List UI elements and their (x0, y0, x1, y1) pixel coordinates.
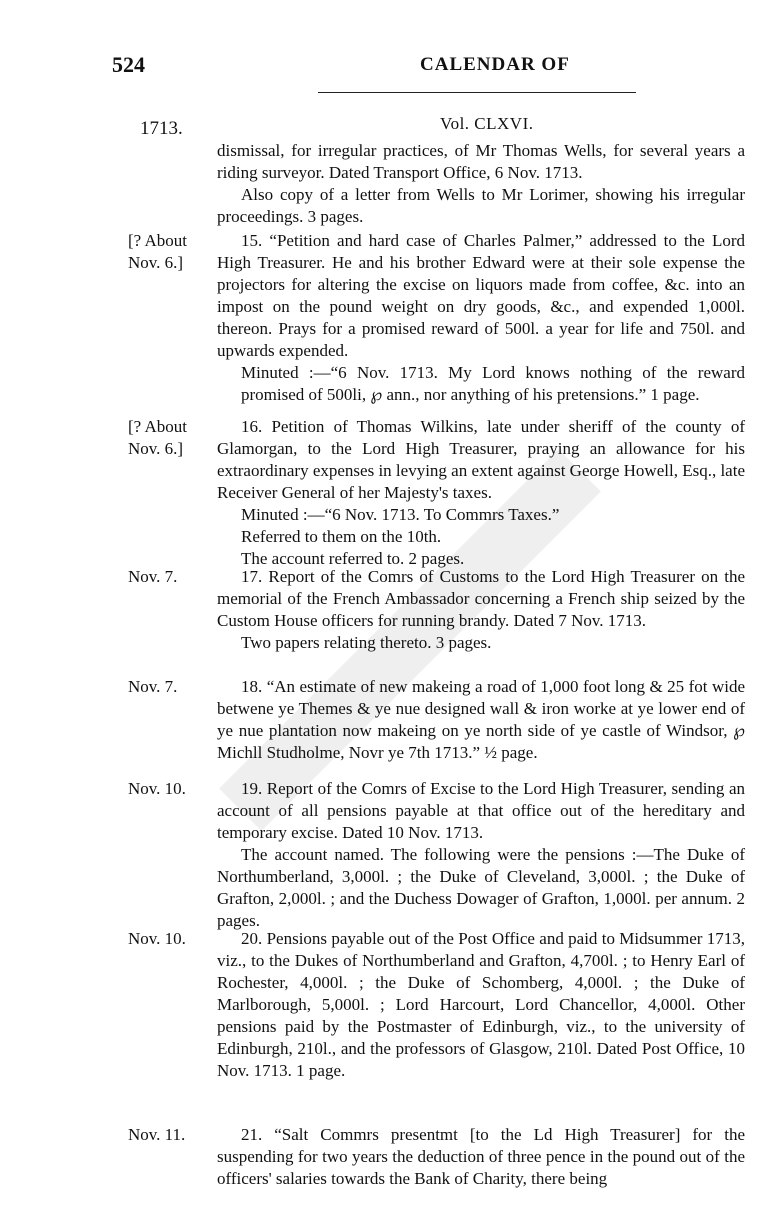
entry-paragraph: 15. “Petition and hard case of Charles Palmer,” addressed to the Lord High Treasurer. He and his brother Edward were at their sole expense the projectors for altering the excise on liquors made from coffee, &c. into an impost on the pound weight on dry goods, &c., and expended 1,000l. thereon. Prays for a promised reward of 500l. a year for life and 750l. and upwards expended. (217, 231, 745, 360)
year-label: 1713. (140, 118, 183, 139)
running-title: CALENDAR OF (420, 54, 570, 75)
entry-note: Referred to them on the 10th. (241, 527, 442, 546)
entry-date: Nov. 7. (128, 677, 178, 696)
entry-date: Nov. 7. (128, 567, 178, 586)
page-number: 524 (112, 52, 145, 77)
entry-paragraph: 21. “Salt Commrs presentmt [to the Ld High Treasurer] for the suspending for two years the deduction of three pence in the pound out of the officers' salaries towards the Bank of Charity, there being (217, 1125, 745, 1188)
entry-date: [? About Nov. 6.] (128, 417, 188, 458)
header-rule (318, 92, 636, 93)
intro-text: dismissal, for irregular practices, of Mr Thomas Wells, for several years a riding surveyor. Dated Transport Office, 6 Nov. 1713. (217, 141, 745, 182)
entry-note: Two papers relating thereto. 3 pages. (241, 633, 492, 652)
entry-paragraph: 18. “An estimate of new makeing a road of 1,000 foot long & 25 fot wide betwene ye Themes & ye nue designed wall & iron worke at ye lower end of ye nue plantation now makeing on ye north side of ye castle of Windsor, ℘ Michll Studholme, Novr ye 7th 1713.” ½ page. (217, 677, 745, 762)
entry-date: Nov. 10. (128, 779, 186, 798)
entry-note: The account referred to. 2 pages. (241, 549, 465, 568)
entry-date: [? About Nov. 6.] (128, 231, 188, 272)
entry-paragraph: 17. Report of the Comrs of Customs to the Lord High Treasurer on the memorial of the French Ambassador concerning a French ship seized by the Custom House officers for running brandy. Dated 7 Nov. 1713. (217, 567, 745, 630)
entry-minute: Minuted :—“6 Nov. 1713. To Commrs Taxes.” (241, 505, 560, 524)
entry-note: The account named. The following were the pensions :—The Duke of Northumberland, 3,000l. ; the Duke of Cleveland, 3,000l. ; the Duke of Grafton, 2,000l. ; and the Duchess Dowager of Grafton, 1,000l. per annum. 2 pages. (217, 845, 745, 930)
entry-paragraph: 16. Petition of Thomas Wilkins, late under sheriff of the county of Glamorgan, to the Lord High Treasurer, praying an allowance for his extraordinary expenses in levying an extent against George Howell, Esq., late Receiver General of her Majesty's taxes. (217, 417, 745, 502)
entry-paragraph: 20. Pensions payable out of the Post Office and paid to Midsummer 1713, viz., to the Dukes of Northumberland and Grafton, 4,700l. ; to Henry Earl of Rochester, 4,000l. ; the Duke of Schomberg, 4,000l. ; the Duke of Marlborough, 5,000l. ; Lord Harcourt, Lord Chancellor, 4,000l. Other pensions paid by the Postmaster of Edinburgh, viz., to the university of Edinburgh, 210l., and the professors of Glasgow, 210l. Dated Post Office, 10 Nov. 1713. 1 page. (217, 929, 745, 1080)
entry-date: Nov. 11. (128, 1125, 186, 1144)
entry-paragraph: 19. Report of the Comrs of Excise to the Lord High Treasurer, sending an account of all pensions payable at that office out of the hereditary and temporary excise. Dated 10 Nov. 1713. (217, 779, 745, 842)
entry-minute: Minuted :—“6 Nov. 1713. My Lord knows nothing of the reward promised of 500li, ℘ ann., nor anything of his pretensions.” 1 page. (241, 363, 745, 404)
entry-date: Nov. 10. (128, 929, 186, 948)
intro-copy: Also copy of a letter from Wells to Mr Lorimer, showing his irregular proceedings. 3 pages. (217, 185, 745, 226)
volume-label: Vol. CLXVI. (440, 114, 534, 133)
